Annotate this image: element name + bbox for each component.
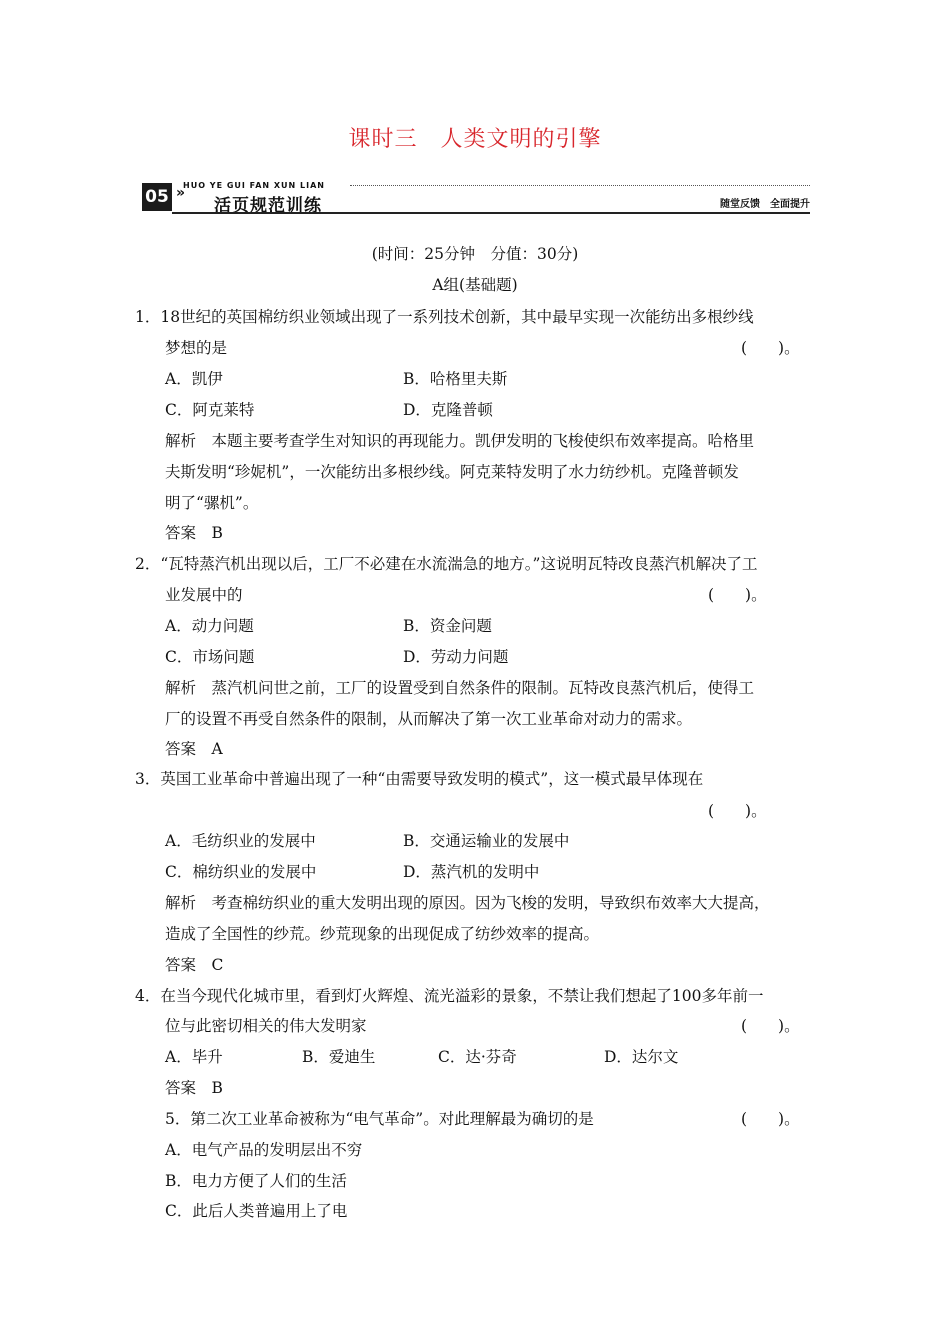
q3-answer: 答案 C [165,956,224,974]
group-heading: A组(基础题) [432,276,518,294]
q3-option-b: B．交通运输业的发展中 [403,832,570,850]
q3-option-d: D．蒸汽机的发明中 [403,863,540,881]
q1-explanation-line3: 明了“骡机”。 [165,494,259,512]
q1-option-d: D．克隆普顿 [403,401,493,419]
q4-stem-line1: 4．在当今现代化城市里，看到灯火辉煌、流光溢彩的景象，不禁让我们想起了100多年前一 [135,987,764,1005]
q5-stem-line1: 5．第二次工业革命被称为“电气革命”。对此理解最为确切的是 [165,1110,594,1128]
q1-stem-line1: 1．18世纪的英国棉纺织业领域出现了一系列技术创新，其中最早实现一次能纺出多根纱线 [135,308,754,326]
q4-option-b: B．爱迪生 [302,1048,376,1066]
q1-option-a: A．凯伊 [165,370,223,388]
section-number-badge: 05 [142,183,172,211]
q1-option-c: C．阿克莱特 [165,401,255,419]
section-banner [142,181,810,215]
q4-answer-blank: ( )。 [741,1017,800,1035]
dotted-divider [350,185,810,186]
q4-option-d: D．达尔文 [604,1048,679,1066]
q1-option-b: B．哈格里夫斯 [403,370,508,388]
q2-option-d: D．劳动力问题 [403,648,509,666]
q4-stem-line2: 位与此密切相关的伟大发明家 [165,1017,367,1035]
q5-option-c: C．此后人类普遍用上了电 [165,1202,348,1220]
q3-explanation-line1: 解析 考查棉纺织业的重大发明出现的原因。因为飞梭的发明，导致织布效率大大提高， [165,894,770,912]
q2-explanation-line2: 厂的设置不再受自然条件的限制，从而解决了第一次工业革命对动力的需求。 [165,710,693,728]
q1-answer-blank: ( )。 [741,339,800,357]
q2-option-a: A．动力问题 [165,617,254,635]
banner-right-tag: 随堂反馈 全面提升 [720,199,810,210]
banner-label: 活页规范训练 [214,196,322,216]
q3-explanation-line2: 造成了全国性的纱荒。纱荒现象的出现促成了纺纱效率的提高。 [165,925,600,943]
q5-option-b: B．电力方便了人们的生活 [165,1172,347,1190]
q2-answer: 答案 A [165,740,223,758]
q1-answer: 答案 B [165,524,223,542]
q2-stem-line1: 2．“瓦特蒸汽机出现以后，工厂不必建在水流湍急的地方。”这说明瓦特改良蒸汽机解决了工 [135,555,758,573]
banner-rule [172,212,810,214]
q2-answer-blank: ( )。 [708,586,767,604]
q4-option-a: A．毕升 [165,1048,223,1066]
page-title: 课时三 人类文明的引擎 [348,127,602,152]
q2-stem-line2: 业发展中的 [165,586,243,604]
double-chevron-icon: » [176,185,186,201]
q5-answer-blank: ( )。 [741,1110,800,1128]
q3-option-c: C．棉纺织业的发展中 [165,863,317,881]
q2-option-b: B．资金问题 [403,617,492,635]
banner-pinyin: HUO YE GUI FAN XUN LIAN [183,181,325,190]
q4-option-c: C．达·芬奇 [438,1048,517,1066]
q5-option-a: A．电气产品的发明层出不穷 [165,1141,363,1159]
q3-stem-line1: 3．英国工业革命中普遍出现了一种“由需要导致发明的模式”，这一模式最早体现在 [135,770,704,788]
q2-explanation-line1: 解析 蒸汽机问世之前，工厂的设置受到自然条件的限制。瓦特改良蒸汽机后，使得工 [165,679,755,697]
q1-stem-line2: 梦想的是 [165,339,228,357]
q4-answer: 答案 B [165,1079,223,1097]
q2-option-c: C．市场问题 [165,648,255,666]
q3-answer-blank: ( )。 [708,802,767,820]
q1-explanation-line2: 夫斯发明“珍妮机”，一次能纺出多根纱线。阿克莱特发明了水力纺纱机。克隆普顿发 [165,463,739,481]
exam-meta: (时间：25分钟 分值：30分) [371,245,579,263]
q3-option-a: A．毛纺织业的发展中 [165,832,316,850]
q1-explanation-line1: 解析 本题主要考查学生对知识的再现能力。凯伊发明的飞梭使织布效率提高。哈格里 [165,432,755,450]
